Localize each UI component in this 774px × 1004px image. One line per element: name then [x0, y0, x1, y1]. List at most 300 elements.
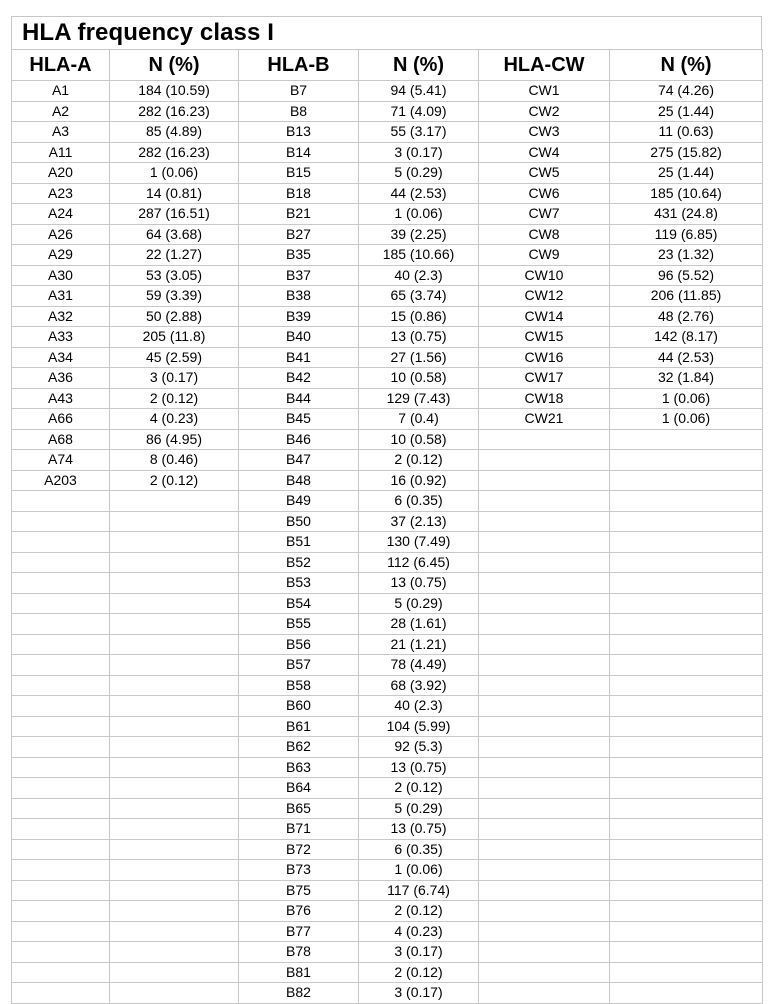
hla-cw-count-cell: 44 (2.53) — [610, 347, 763, 368]
hla-a-count-cell — [110, 655, 239, 676]
hla-b-count-cell: 10 (0.58) — [359, 368, 479, 389]
hla-b-allele-cell: B37 — [239, 265, 359, 286]
hla-a-allele-cell: A1 — [12, 81, 110, 102]
hla-cw-allele-cell: CW10 — [479, 265, 610, 286]
hla-cw-allele-cell — [479, 491, 610, 512]
hla-b-count-cell: 5 (0.29) — [359, 798, 479, 819]
hla-b-count-cell: 71 (4.09) — [359, 101, 479, 122]
hla-b-allele-cell: B39 — [239, 306, 359, 327]
hla-cw-count-cell: 23 (1.32) — [610, 245, 763, 266]
hla-a-count-cell — [110, 962, 239, 983]
hla-cw-allele-cell — [479, 675, 610, 696]
hla-a-allele-cell: A43 — [12, 388, 110, 409]
hla-cw-count-cell — [610, 860, 763, 881]
hla-b-count-cell: 5 (0.29) — [359, 163, 479, 184]
hla-cw-allele-cell — [479, 942, 610, 963]
table-row — [12, 142, 763, 163]
hla-a-count-cell — [110, 839, 239, 860]
hla-b-count-cell: 130 (7.49) — [359, 532, 479, 553]
hla-cw-allele-cell: CW1 — [479, 81, 610, 102]
hla-cw-count-cell — [610, 737, 763, 758]
hla-a-allele-cell — [12, 491, 110, 512]
hla-b-count-cell: 13 (0.75) — [359, 819, 479, 840]
hla-b-allele-cell: B51 — [239, 532, 359, 553]
hla-a-count-cell — [110, 860, 239, 881]
hla-b-count-cell: 13 (0.75) — [359, 757, 479, 778]
hla-a-allele-cell — [12, 860, 110, 881]
hla-a-count-cell: 45 (2.59) — [110, 347, 239, 368]
hla-a-allele-cell: A31 — [12, 286, 110, 307]
hla-cw-count-cell — [610, 655, 763, 676]
hla-cw-count-cell — [610, 593, 763, 614]
table-row — [12, 81, 763, 102]
hla-a-allele-cell — [12, 593, 110, 614]
hla-a-count-cell: 184 (10.59) — [110, 81, 239, 102]
table-row — [12, 778, 763, 799]
hla-cw-allele-cell — [479, 757, 610, 778]
hla-cw-count-cell — [610, 429, 763, 450]
hla-a-allele-cell — [12, 655, 110, 676]
hla-a-count-cell: 287 (16.51) — [110, 204, 239, 225]
hla-cw-count-cell: 32 (1.84) — [610, 368, 763, 389]
hla-b-count-cell: 6 (0.35) — [359, 491, 479, 512]
hla-cw-count-cell: 1 (0.06) — [610, 409, 763, 430]
hla-b-count-cell: 27 (1.56) — [359, 347, 479, 368]
hla-cw-count-cell — [610, 839, 763, 860]
hla-b-allele-cell: B42 — [239, 368, 359, 389]
hla-b-allele-cell: B27 — [239, 224, 359, 245]
table-row — [12, 306, 763, 327]
hla-b-allele-cell: B55 — [239, 614, 359, 635]
hla-b-allele-cell: B57 — [239, 655, 359, 676]
hla-a-allele-cell — [12, 532, 110, 553]
hla-b-count-cell: 55 (3.17) — [359, 122, 479, 143]
hla-b-count-cell: 92 (5.3) — [359, 737, 479, 758]
hla-cw-count-cell: 275 (15.82) — [610, 142, 763, 163]
hla-cw-allele-cell — [479, 901, 610, 922]
table-row — [12, 573, 763, 594]
hla-a-count-cell: 3 (0.17) — [110, 368, 239, 389]
hla-b-count-cell: 16 (0.92) — [359, 470, 479, 491]
hla-cw-allele-cell: CW17 — [479, 368, 610, 389]
hla-cw-allele-cell: CW18 — [479, 388, 610, 409]
hla-b-count-cell: 39 (2.25) — [359, 224, 479, 245]
hla-cw-count-cell — [610, 614, 763, 635]
hla-a-allele-cell — [12, 778, 110, 799]
table-row — [12, 798, 763, 819]
hla-a-allele-cell — [12, 634, 110, 655]
table-row — [12, 286, 763, 307]
hla-b-allele-cell: B8 — [239, 101, 359, 122]
hla-cw-allele-cell: CW6 — [479, 183, 610, 204]
hla-a-count-cell — [110, 757, 239, 778]
table-row — [12, 757, 763, 778]
hla-b-count-cell: 28 (1.61) — [359, 614, 479, 635]
table-row — [12, 265, 763, 286]
table-row — [12, 880, 763, 901]
hla-a-count-cell: 282 (16.23) — [110, 142, 239, 163]
hla-a-allele-cell: A2 — [12, 101, 110, 122]
hla-b-allele-cell: B18 — [239, 183, 359, 204]
hla-cw-allele-cell — [479, 552, 610, 573]
table-body — [12, 81, 763, 1004]
hla-cw-count-cell — [610, 491, 763, 512]
table-row — [12, 614, 763, 635]
hla-a-allele-cell — [12, 696, 110, 717]
hla-a-allele-cell: A26 — [12, 224, 110, 245]
hla-cw-allele-cell — [479, 839, 610, 860]
hla-cw-allele-cell: CW3 — [479, 122, 610, 143]
table-row — [12, 634, 763, 655]
hla-a-count-cell — [110, 798, 239, 819]
hla-b-count-cell: 185 (10.66) — [359, 245, 479, 266]
hla-cw-count-cell — [610, 798, 763, 819]
hla-a-count-cell: 1 (0.06) — [110, 163, 239, 184]
hla-a-count-cell: 4 (0.23) — [110, 409, 239, 430]
hla-b-allele-cell: B45 — [239, 409, 359, 430]
hla-a-allele-cell: A203 — [12, 470, 110, 491]
hla-a-allele-cell — [12, 819, 110, 840]
hla-cw-count-cell — [610, 552, 763, 573]
header-hla-a: HLA-A — [12, 50, 110, 81]
hla-cw-count-cell: 11 (0.63) — [610, 122, 763, 143]
hla-a-allele-cell: A66 — [12, 409, 110, 430]
hla-b-allele-cell: B13 — [239, 122, 359, 143]
hla-cw-allele-cell — [479, 634, 610, 655]
hla-b-allele-cell: B78 — [239, 942, 359, 963]
hla-a-count-cell — [110, 921, 239, 942]
hla-b-allele-cell: B52 — [239, 552, 359, 573]
hla-b-allele-cell: B58 — [239, 675, 359, 696]
hla-a-allele-cell — [12, 552, 110, 573]
table-row — [12, 901, 763, 922]
hla-cw-allele-cell — [479, 655, 610, 676]
hla-a-allele-cell — [12, 757, 110, 778]
table-row — [12, 224, 763, 245]
hla-a-count-cell: 64 (3.68) — [110, 224, 239, 245]
table-row — [12, 839, 763, 860]
hla-cw-allele-cell — [479, 470, 610, 491]
table-row — [12, 450, 763, 471]
hla-cw-allele-cell — [479, 962, 610, 983]
hla-cw-count-cell — [610, 942, 763, 963]
hla-b-count-cell: 78 (4.49) — [359, 655, 479, 676]
header-hla-b: HLA-B — [239, 50, 359, 81]
table-row — [12, 921, 763, 942]
header-row — [12, 50, 763, 81]
hla-b-count-cell: 5 (0.29) — [359, 593, 479, 614]
hla-cw-count-cell — [610, 757, 763, 778]
hla-cw-count-cell — [610, 983, 763, 1004]
hla-a-allele-cell: A74 — [12, 450, 110, 471]
hla-cw-allele-cell — [479, 778, 610, 799]
hla-a-allele-cell — [12, 716, 110, 737]
hla-b-count-cell: 112 (6.45) — [359, 552, 479, 573]
hla-cw-count-cell — [610, 532, 763, 553]
hla-cw-count-cell: 1 (0.06) — [610, 388, 763, 409]
table-row — [12, 655, 763, 676]
hla-cw-count-cell — [610, 819, 763, 840]
hla-b-count-cell: 3 (0.17) — [359, 942, 479, 963]
hla-a-allele-cell — [12, 839, 110, 860]
hla-a-allele-cell — [12, 614, 110, 635]
hla-cw-allele-cell: CW4 — [479, 142, 610, 163]
table-row — [12, 470, 763, 491]
hla-a-allele-cell: A33 — [12, 327, 110, 348]
hla-a-count-cell: 85 (4.89) — [110, 122, 239, 143]
hla-cw-count-cell: 206 (11.85) — [610, 286, 763, 307]
hla-b-allele-cell: B49 — [239, 491, 359, 512]
table-row — [12, 716, 763, 737]
table-row — [12, 942, 763, 963]
hla-b-count-cell: 13 (0.75) — [359, 573, 479, 594]
hla-cw-allele-cell — [479, 983, 610, 1004]
hla-b-count-cell: 3 (0.17) — [359, 983, 479, 1004]
hla-a-count-cell — [110, 819, 239, 840]
hla-b-allele-cell: B35 — [239, 245, 359, 266]
table-row — [12, 737, 763, 758]
hla-cw-count-cell: 142 (8.17) — [610, 327, 763, 348]
hla-b-allele-cell: B71 — [239, 819, 359, 840]
table-row — [12, 245, 763, 266]
hla-cw-allele-cell — [479, 921, 610, 942]
hla-a-count-cell — [110, 778, 239, 799]
hla-b-allele-cell: B63 — [239, 757, 359, 778]
hla-a-count-cell: 50 (2.88) — [110, 306, 239, 327]
hla-cw-allele-cell: CW16 — [479, 347, 610, 368]
hla-a-count-cell: 22 (1.27) — [110, 245, 239, 266]
table-row — [12, 511, 763, 532]
hla-cw-allele-cell: CW8 — [479, 224, 610, 245]
hla-b-allele-cell: B21 — [239, 204, 359, 225]
hla-cw-count-cell: 96 (5.52) — [610, 265, 763, 286]
hla-b-count-cell: 6 (0.35) — [359, 839, 479, 860]
hla-cw-count-cell: 431 (24.8) — [610, 204, 763, 225]
hla-cw-count-cell — [610, 450, 763, 471]
hla-b-allele-cell: B82 — [239, 983, 359, 1004]
hla-cw-allele-cell — [479, 860, 610, 881]
hla-b-count-cell: 15 (0.86) — [359, 306, 479, 327]
hla-b-allele-cell: B44 — [239, 388, 359, 409]
table-row — [12, 593, 763, 614]
hla-a-count-cell — [110, 737, 239, 758]
hla-cw-count-cell — [610, 880, 763, 901]
hla-cw-count-cell — [610, 696, 763, 717]
hla-a-count-cell: 8 (0.46) — [110, 450, 239, 471]
hla-a-count-cell: 282 (16.23) — [110, 101, 239, 122]
hla-a-count-cell — [110, 511, 239, 532]
hla-b-count-cell: 104 (5.99) — [359, 716, 479, 737]
hla-cw-allele-cell — [479, 880, 610, 901]
table-row — [12, 327, 763, 348]
hla-b-allele-cell: B50 — [239, 511, 359, 532]
hla-b-allele-cell: B15 — [239, 163, 359, 184]
hla-b-count-cell: 2 (0.12) — [359, 778, 479, 799]
hla-a-allele-cell — [12, 511, 110, 532]
hla-cw-allele-cell — [479, 737, 610, 758]
hla-b-count-cell: 13 (0.75) — [359, 327, 479, 348]
hla-cw-count-cell: 74 (4.26) — [610, 81, 763, 102]
hla-a-allele-cell — [12, 675, 110, 696]
hla-cw-allele-cell — [479, 716, 610, 737]
hla-b-allele-cell: B56 — [239, 634, 359, 655]
hla-cw-allele-cell — [479, 696, 610, 717]
table-row — [12, 101, 763, 122]
hla-b-allele-cell: B53 — [239, 573, 359, 594]
hla-b-allele-cell: B76 — [239, 901, 359, 922]
hla-a-allele-cell — [12, 798, 110, 819]
table-row — [12, 183, 763, 204]
hla-a-count-cell — [110, 532, 239, 553]
table-row — [12, 819, 763, 840]
hla-a-allele-cell — [12, 942, 110, 963]
hla-cw-allele-cell — [479, 450, 610, 471]
hla-cw-count-cell — [610, 901, 763, 922]
hla-b-allele-cell: B41 — [239, 347, 359, 368]
hla-b-allele-cell: B7 — [239, 81, 359, 102]
hla-a-allele-cell — [12, 983, 110, 1004]
table-row — [12, 204, 763, 225]
hla-a-count-cell: 2 (0.12) — [110, 388, 239, 409]
hla-b-allele-cell: B73 — [239, 860, 359, 881]
header-hla-cw-n: N (%) — [610, 50, 763, 81]
hla-a-allele-cell: A11 — [12, 142, 110, 163]
hla-b-count-cell: 7 (0.4) — [359, 409, 479, 430]
hla-b-allele-cell: B48 — [239, 470, 359, 491]
hla-b-count-cell: 2 (0.12) — [359, 962, 479, 983]
table-row — [12, 347, 763, 368]
table-row — [12, 675, 763, 696]
table-row — [12, 962, 763, 983]
hla-a-count-cell — [110, 675, 239, 696]
header-hla-a-n: N (%) — [110, 50, 239, 81]
hla-a-allele-cell: A23 — [12, 183, 110, 204]
table-row — [12, 552, 763, 573]
hla-cw-count-cell: 119 (6.85) — [610, 224, 763, 245]
header-hla-b-n: N (%) — [359, 50, 479, 81]
hla-cw-allele-cell — [479, 819, 610, 840]
hla-cw-allele-cell: CW9 — [479, 245, 610, 266]
hla-cw-count-cell: 48 (2.76) — [610, 306, 763, 327]
table-row — [12, 696, 763, 717]
hla-b-count-cell: 68 (3.92) — [359, 675, 479, 696]
hla-b-count-cell: 129 (7.43) — [359, 388, 479, 409]
hla-a-allele-cell: A29 — [12, 245, 110, 266]
hla-b-allele-cell: B65 — [239, 798, 359, 819]
hla-a-allele-cell: A3 — [12, 122, 110, 143]
hla-cw-allele-cell: CW7 — [479, 204, 610, 225]
hla-a-count-cell: 14 (0.81) — [110, 183, 239, 204]
hla-cw-allele-cell: CW21 — [479, 409, 610, 430]
hla-a-count-cell — [110, 901, 239, 922]
hla-a-count-cell — [110, 880, 239, 901]
table-row — [12, 860, 763, 881]
hla-a-allele-cell: A30 — [12, 265, 110, 286]
hla-cw-count-cell: 185 (10.64) — [610, 183, 763, 204]
hla-cw-allele-cell — [479, 614, 610, 635]
hla-b-allele-cell: B72 — [239, 839, 359, 860]
header-hla-cw: HLA-CW — [479, 50, 610, 81]
hla-cw-allele-cell — [479, 429, 610, 450]
hla-cw-allele-cell: CW5 — [479, 163, 610, 184]
hla-cw-count-cell: 25 (1.44) — [610, 101, 763, 122]
hla-b-allele-cell: B61 — [239, 716, 359, 737]
hla-b-count-cell: 94 (5.41) — [359, 81, 479, 102]
hla-b-allele-cell: B54 — [239, 593, 359, 614]
hla-a-count-cell — [110, 614, 239, 635]
hla-cw-allele-cell: CW2 — [479, 101, 610, 122]
hla-b-count-cell: 10 (0.58) — [359, 429, 479, 450]
hla-b-allele-cell: B77 — [239, 921, 359, 942]
hla-cw-count-cell — [610, 675, 763, 696]
hla-a-allele-cell — [12, 880, 110, 901]
hla-b-allele-cell: B62 — [239, 737, 359, 758]
hla-cw-count-cell — [610, 634, 763, 655]
page-title: HLA frequency class I — [22, 19, 274, 46]
hla-b-count-cell: 2 (0.12) — [359, 450, 479, 471]
hla-cw-count-cell — [610, 511, 763, 532]
table-row — [12, 532, 763, 553]
hla-b-count-cell: 40 (2.3) — [359, 696, 479, 717]
hla-a-allele-cell: A20 — [12, 163, 110, 184]
hla-cw-allele-cell — [479, 573, 610, 594]
hla-b-allele-cell: B81 — [239, 962, 359, 983]
hla-cw-count-cell — [610, 921, 763, 942]
hla-cw-allele-cell: CW14 — [479, 306, 610, 327]
hla-b-allele-cell: B75 — [239, 880, 359, 901]
hla-a-count-cell: 53 (3.05) — [110, 265, 239, 286]
hla-a-allele-cell — [12, 962, 110, 983]
hla-a-allele-cell: A24 — [12, 204, 110, 225]
hla-b-allele-cell: B60 — [239, 696, 359, 717]
hla-a-count-cell — [110, 716, 239, 737]
hla-a-count-cell — [110, 552, 239, 573]
table-row — [12, 368, 763, 389]
hla-b-count-cell: 21 (1.21) — [359, 634, 479, 655]
hla-cw-count-cell — [610, 778, 763, 799]
hla-b-count-cell: 4 (0.23) — [359, 921, 479, 942]
table-row — [12, 122, 763, 143]
hla-b-count-cell: 1 (0.06) — [359, 860, 479, 881]
table-row — [12, 983, 763, 1004]
hla-frequency-table — [11, 49, 763, 1004]
hla-b-count-cell: 3 (0.17) — [359, 142, 479, 163]
hla-cw-allele-cell — [479, 511, 610, 532]
hla-cw-count-cell — [610, 962, 763, 983]
hla-b-count-cell: 44 (2.53) — [359, 183, 479, 204]
hla-b-allele-cell: B14 — [239, 142, 359, 163]
hla-a-allele-cell: A34 — [12, 347, 110, 368]
table-row — [12, 388, 763, 409]
hla-b-count-cell: 40 (2.3) — [359, 265, 479, 286]
hla-a-count-cell: 59 (3.39) — [110, 286, 239, 307]
hla-cw-allele-cell — [479, 798, 610, 819]
hla-b-allele-cell: B64 — [239, 778, 359, 799]
hla-cw-allele-cell: CW15 — [479, 327, 610, 348]
hla-b-allele-cell: B40 — [239, 327, 359, 348]
hla-a-count-cell — [110, 634, 239, 655]
hla-b-allele-cell: B38 — [239, 286, 359, 307]
table-row — [12, 429, 763, 450]
table-row — [12, 491, 763, 512]
hla-a-count-cell — [110, 593, 239, 614]
hla-a-count-cell — [110, 942, 239, 963]
hla-a-allele-cell — [12, 573, 110, 594]
hla-b-count-cell: 117 (6.74) — [359, 880, 479, 901]
hla-a-allele-cell — [12, 901, 110, 922]
hla-a-count-cell: 86 (4.95) — [110, 429, 239, 450]
hla-a-allele-cell: A68 — [12, 429, 110, 450]
